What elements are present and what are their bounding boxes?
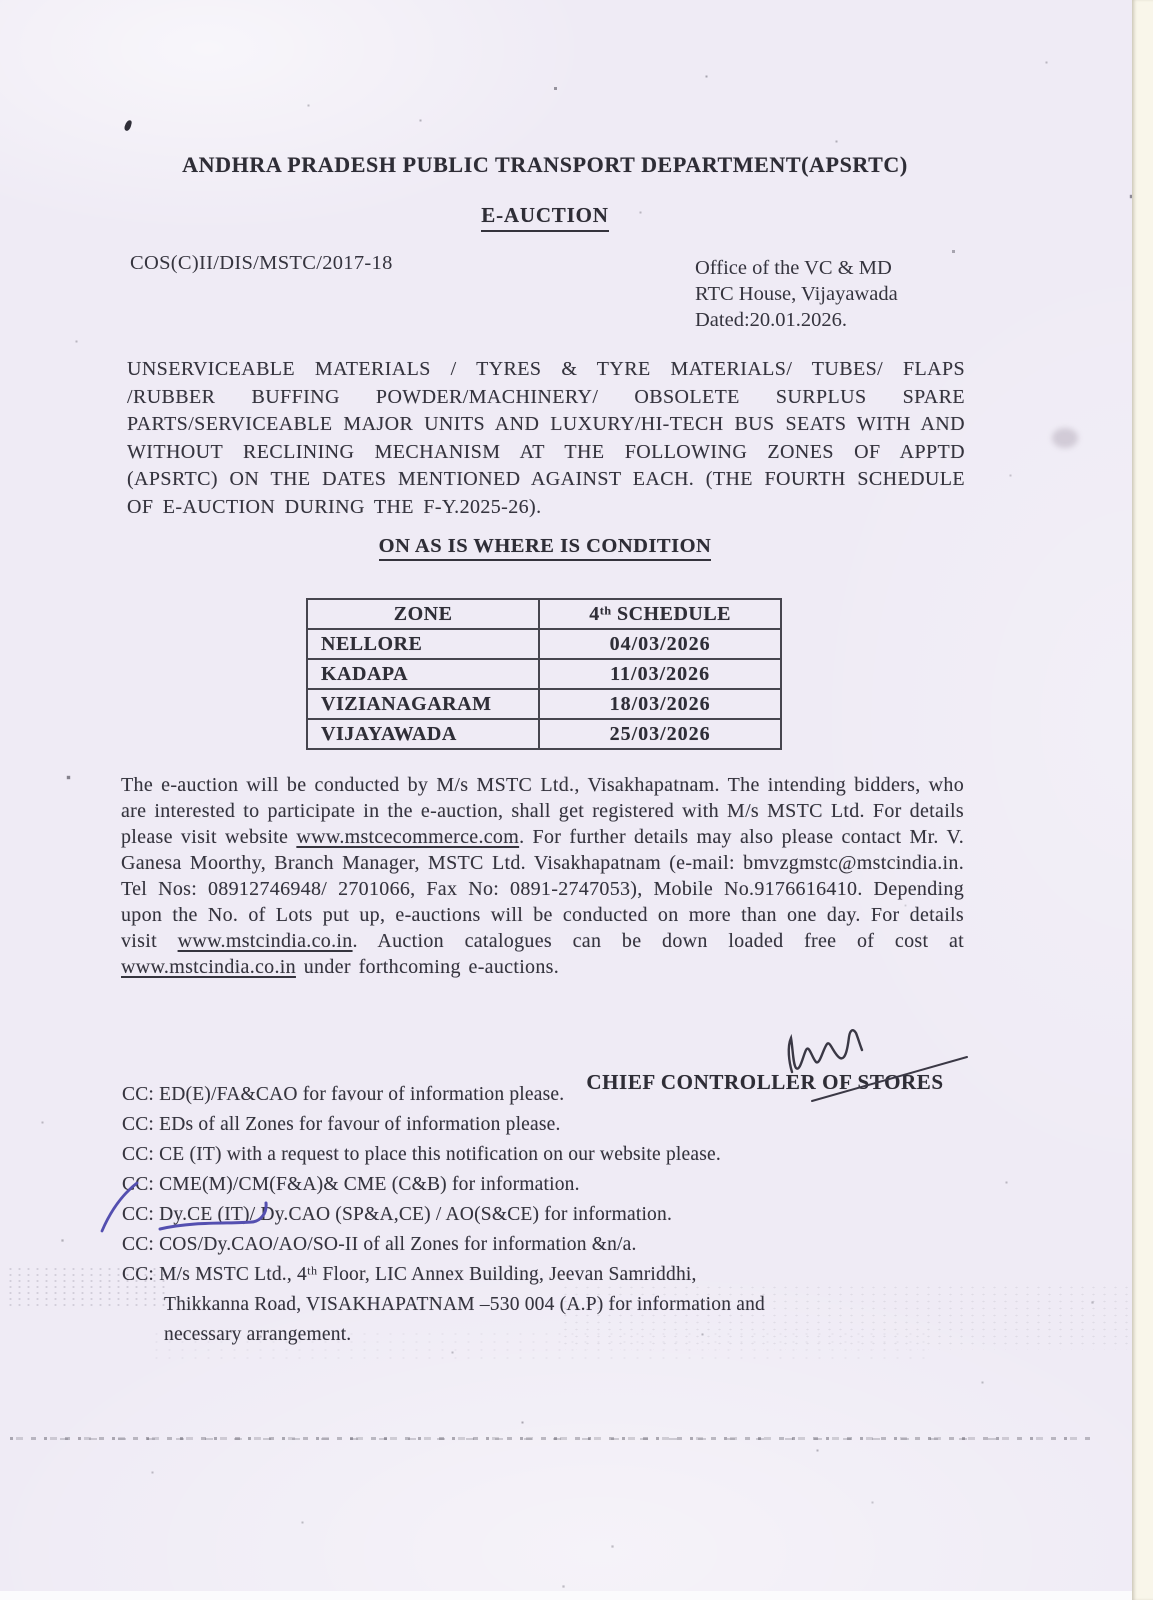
doc-subtitle-wrap — [120, 203, 970, 232]
signature-scrawl-icon — [789, 1030, 862, 1072]
date-cell: 11/03/2026 — [539, 659, 781, 689]
table-row — [307, 629, 781, 659]
website-link: www.mstcindia.co.in — [177, 930, 353, 952]
website-link: www.mstcindia.co.in — [121, 956, 296, 978]
office-address — [695, 255, 898, 333]
cc-item: CC: Dy.CE (IT)/ Dy.CAO (SP&A,CE) / AO(S&CE) for information. — [122, 1204, 673, 1225]
office-address-line: RTC House, Vijayawada — [695, 283, 898, 305]
paragraph-text: The e-auction will be conducted by M/s MSTC Ltd., Visakhapatnam. The intending bidders, who are interested to participate in the e-auction, shall get registered with M/s MSTC Ltd. For details please visit website — [121, 774, 964, 848]
condition-heading-wrap — [120, 535, 970, 561]
scan-smudge — [1052, 428, 1078, 448]
scanner-edge-strip — [1132, 0, 1153, 1600]
website-link: www.mstcecommerce.com — [296, 826, 520, 848]
scan-speckles-left — [6, 1266, 166, 1308]
cc-item: Thikkanna Road, VISAKHAPATNAM –530 004 (A.P) for information and — [164, 1294, 766, 1315]
paragraph-text: . Auction catalogues can be down loaded free of cost at — [352, 930, 964, 952]
zone-cell: VIJAYAWADA — [307, 719, 539, 749]
cc-item: CC: CE (IT) with a request to place this notification on our website please. — [122, 1144, 721, 1165]
date-cell: 18/03/2026 — [539, 689, 781, 719]
cc-item: necessary arrangement. — [164, 1324, 352, 1345]
cc-item: CC: ED(E)/FA&CAO for favour of information please. — [122, 1084, 565, 1105]
office-address-line: Dated:20.01.2026. — [695, 309, 848, 331]
zone-cell: NELLORE — [307, 629, 539, 659]
stray-ink-mark — [124, 119, 132, 131]
cc-item: CC: CME(M)/CM(F&A)& CME (C&B) for information. — [122, 1174, 580, 1195]
date-cell: 04/03/2026 — [539, 629, 781, 659]
reference-number: COS(C)II/DIS/MSTC/2017-18 — [130, 252, 393, 274]
table-row — [307, 719, 781, 749]
scan-dust — [0, 0, 1, 1]
table-header-row — [307, 599, 781, 629]
schedule-table — [306, 598, 782, 750]
cc-item: CC: M/s MSTC Ltd., 4ᵗʰ Floor, LIC Annex Building, Jeevan Samriddhi, — [122, 1264, 697, 1285]
paragraph-text: under forthcoming e-auctions. — [295, 956, 560, 978]
zone-cell: KADAPA — [307, 659, 539, 689]
letterhead-title: ANDHRA PRADESH PUBLIC TRANSPORT DEPARTMENT(APSRTC) — [182, 152, 908, 177]
office-address-line: Office of the VC & MD — [695, 257, 892, 279]
doc-subtitle: E-AUCTION — [481, 203, 608, 232]
paragraph-text: . For further details may also please contact Mr. V. Ganesa Moorthy, Branch Manager, MSTC Ltd. Visakhapatnam (e-mail: bmvzgmstc@mstcindia.in. Tel Nos: 08912746948/ 2701066, Fax No: 0891-2747053), Mobile No.9176616410. Depending upon the No. of Lots put up, e-auctions will be conducted on more than one day. For details visit — [121, 826, 964, 952]
cc-item: CC: COS/Dy.CAO/AO/SO-II of all Zones for information &n/a. — [122, 1234, 637, 1255]
table-row — [307, 659, 781, 689]
body-paragraph — [121, 772, 964, 980]
condition-heading: ON AS IS WHERE IS CONDITION — [379, 535, 712, 561]
cc-item: CC: EDs of all Zones for favour of information please. — [122, 1114, 561, 1135]
table-header-schedule: 4ᵗʰ SCHEDULE — [539, 599, 781, 629]
scan-speckles-bottom — [150, 1330, 930, 1360]
scanner-bottom-strip — [0, 1591, 1132, 1600]
date-cell: 25/03/2026 — [539, 719, 781, 749]
signature-title: CHIEF CONTROLLER OF STORES — [586, 1070, 944, 1094]
table-header-zone: ZONE — [307, 599, 539, 629]
table-row — [307, 689, 781, 719]
zone-cell: VIZIANAGARAM — [307, 689, 539, 719]
intro-paragraph: UNSERVICEABLE MATERIALS / TYRES & TYRE MATERIALS/ TUBES/ FLAPS /RUBBER BUFFING POWDER/MACHINERY/ OBSOLETE SURPLUS SPARE PARTS/SERVICEABLE MAJOR UNITS AND LUXURY/HI-TECH BUS SEATS WITH AND WITHOUT RECLINING MECHANISM AT THE FOLLOWING ZONES OF APPTD (APSRTC) ON THE DATES MENTIONED AGAINST EACH. (THE FOURTH SCHEDULE OF E-AUCTION DURING THE F-Y.2025-26). — [127, 358, 965, 518]
scan-noise-band-2 — [60, 1438, 1010, 1440]
